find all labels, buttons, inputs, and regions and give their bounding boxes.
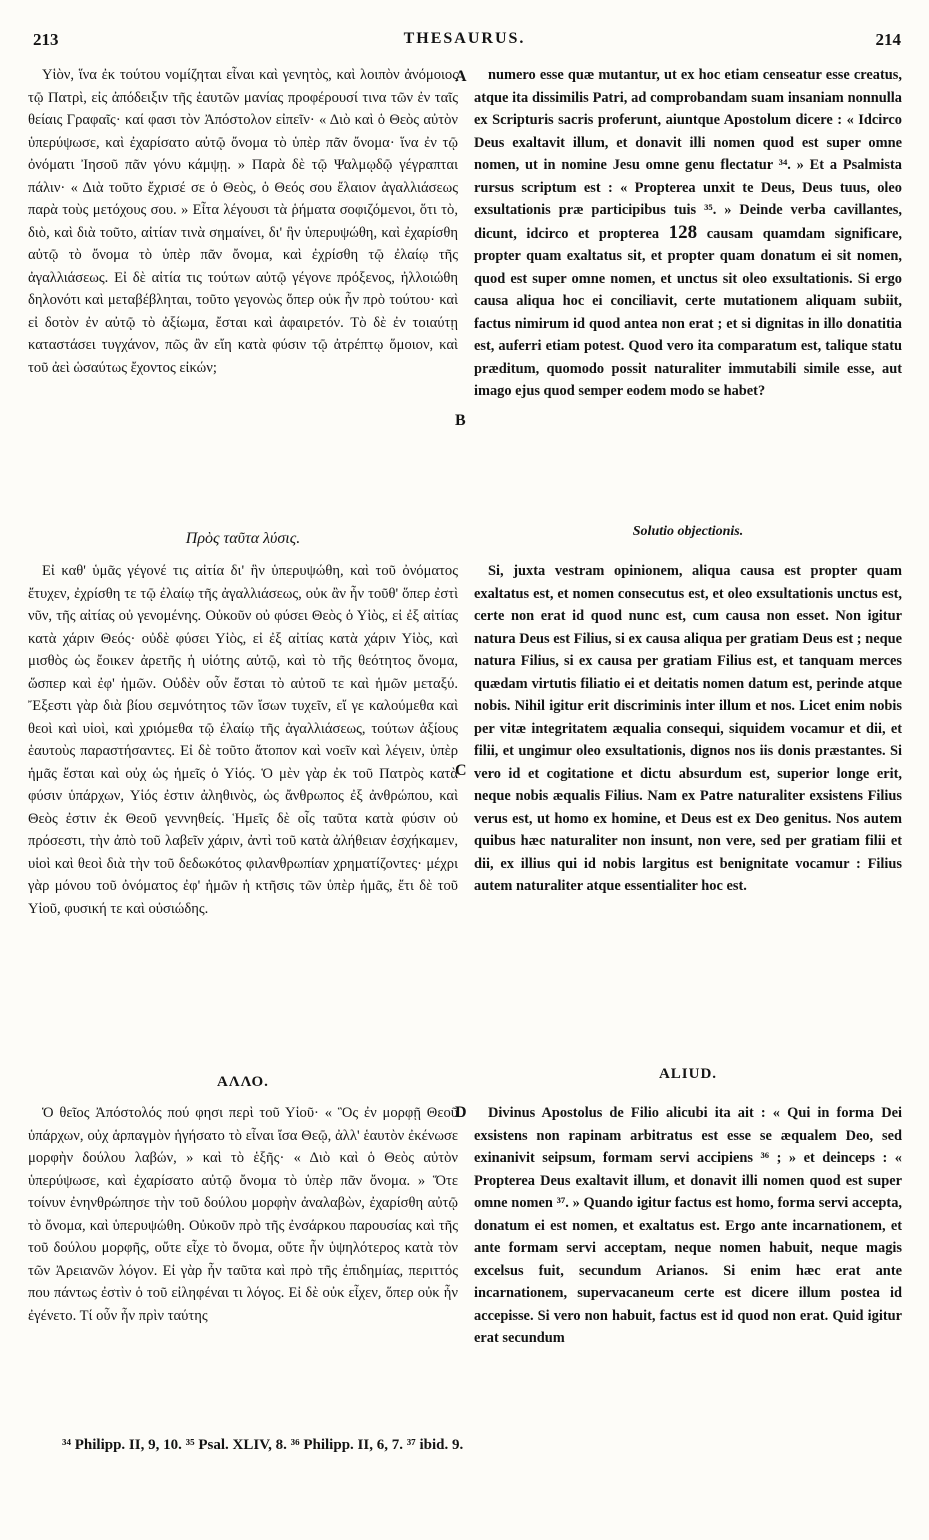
margin-marker-b: B (455, 412, 466, 429)
running-title: THESAURUS. (403, 30, 526, 47)
latin-aliud-text: Divinus Apostolus de Filio alicubi ita ait : « Qui in forma Dei exsistens non rapinam arbitratus est esse se æqualem Deo, sed exinanivit seipsum, formam servi accipiens ³⁶ ; » et deinceps : « Propterea Deus exaltavit illum, et donavit illi nomen quod est super omne nomen ³⁷. » Quando igitur factus est homo, forma servi accepta, donatum ei est nomen, et exaltatus est. Ergo ante incarnationem, et ante formam servi acceptam, neque nomen habuit, neque magis excelsus fuit, secundum Arianos. Si enim hæc erat ante incarnationem, supervacaneum certe est dicere illum postea id accepisse. Si vero non habuit, factus est id quod non erat. Quid igitur erat secundum (474, 1105, 902, 1346)
latin-objection-text: numero esse quæ mutantur, ut ex hoc etiam censeatur esse creatus, atque ita dissimilis Patri, ad comprobandam suam insaniam nonnulla ex Scripturis sacris proferunt, aiuntque Apostolum dicere : « Idcirco Deus exaltavit illum, et donavit illi nomen quod est super omne nomen, ut in nomine Jesu omne genu flectatur ³⁴. » Et a Psalmista rursus scriptum est : « Propterea unxit te Deus, Deus tuus, oleo exsultationis præ participibus tuis ³⁵. » Deinde verba cavillantes, dicunt, idcirco et propterea 128 causam quamdam significare, propter quam exaltatus sit, et propter quam donatum ei sit nomen, quod est super omne nomen, et unctus sit oleo exsultationis. Si ergo causa aliqua hoc ei conciliavit, certe mutationem aliquam subiit, factus nimirum id quod antea non erat ; et si dignitas in illo donatitia est, auferri etiam potest. Quod vero ita comparatum est, talique statu præditum, quomodo possit naturaliter immutabili simile esse, aut imago ejus quod semper eodem modo se habet? (474, 67, 902, 399)
greek-solution-text: Εἰ καθ' ὑμᾶς γέγονέ τις αἰτία δι' ἣν ὑπερυψώθη, καὶ τοῦ ὀνόματος ἔτυχεν, ἐχρίσθη τε τῷ ἐλαίῳ τῆς ἀγαλλιάσεως, οὐκ ἂν ἦν τοῦθ' ὅπερ ἐστὶ νῦν, τῆς αἰτίας οὐ γενομένης. Οὐκοῦν οὐ φύσει Θεὸς ὁ Υἱὸς, εἰ ἐξ αἰτίας κατὰ χάριν Θεός· οὐδὲ φύσει Υἱὸς, εἰ ἐξ αἰτίας κατὰ χάριν Υἱὸς, καὶ μισθὸς ὡς ἔοικεν ἀρετῆς ἡ υἱότης αὐτῷ, καὶ τὸ τῆς θεότητος ὄνομα, ὥσπερ καὶ ἐφ' ἡμῶν. Οὐδὲν οὖν ἔσται τὸ αὐτοῦ τε καὶ ἡμῶν μεταξύ. Ἔξεστι γὰρ διὰ βίου σεμνότητος τῶν ἴσων τυχεῖν, εἴ γε καλούμεθα καὶ θεοὶ καὶ υἱοὶ, καὶ χριόμεθα τῷ ἐλαίῳ τῆς ἀγαλλιάσεως, τούτων ἀξίους ἑαυτοὺς παραστήσαντες. Εἰ δὲ τοῦτο ἄτοπον καὶ νοεῖν καὶ λέγειν, ὑπὲρ ἡμᾶς ἔσται καὶ οὐχ ὡς ἡμεῖς ὁ Υἱός. Ὁ μὲν γὰρ ἐκ τοῦ Πατρὸς κατὰ φύσιν ὑπάρχων, Υἱός ἐστιν ἀληθινὸς, ὡς ἄνθρωπος ἐξ ἀνθρώπου, καὶ Θεὸς ἐστιν ἐκ Θεοῦ γεννηθείς. Ἡμεῖς δὲ οἷς ταῦτα κατὰ φύσιν οὐ πρόσεστι, τὴν ἀπὸ τοῦ λαβεῖν χάριν, ἀντὶ τοῦ κατὰ ἀλήθειαν ἐσχήκαμεν, υἱοὶ καὶ θεοὶ διὰ τὴν τοῦ δεδωκότος φιλανθρωπίαν χρηματίζοντες· μέχρι γὰρ μόνου τοῦ ὀνόματος ἐφ' ἡμῶν ἡ κτῆσις τῶν ὑπὲρ ἡμᾶς, ἔτι δὲ τοῦ Υἱοῦ, φυσική τε καὶ οὐσιώδης. (28, 563, 458, 917)
greek-allo-text: Ὁ θεῖος Ἀπόστολός πού φησι περὶ τοῦ Υἱοῦ· « Ὃς ἐν μορφῇ Θεοῦ ὑπάρχων, οὐχ ἁρπαγμὸν ἡγήσατο τὸ εἶναι ἴσα Θεῷ, ἀλλ' ἑαυτὸν ἐκένωσε μορφὴν δούλου λαβών, » καὶ τὸ ἑξῆς· « Διὸ καὶ ὁ Θεὸς αὐτὸν ὑπερύψωσε, καὶ ἐχαρίσατο αὐτῷ ὄνομα τὸ ὑπὲρ πᾶν ὄνομα. » Ὅτε τοίνυν ἐνηνθρώπησε τὴν τοῦ δούλου μορφὴν ἀναλαβὼν, ἐχαρίσθη αὐτῷ τὸ ὄνομα, καὶ ὑπερυψώθη. Οὐκοῦν πρὸ τῆς ἐνσάρκου παρουσίας καὶ τῆς τοῦ δούλου μορφῆς, οὔτε εἶχε τὸ ὄνομα, οὔτε ἦν ὑψηλότερος κατὰ τὸν τῶν Ἀρειανῶν λόγον. Εἰ γὰρ ἦν ταῦτα καὶ πρὸ τῆς ἐπιδημίας, περιττός που πάντως ἐστὶν ὁ τοῦ εἰληφέναι τι λόγος. Εἰ δὲ οὐκ εἶχεν, ὅπερ οὐκ ἦν ἐγένετο. Τί οὖν ἦν πρὶν ταύτης (28, 1105, 458, 1324)
margin-marker-a: A (455, 68, 467, 85)
margin-marker-d: D (455, 1104, 467, 1121)
column-number: 128 (668, 221, 698, 243)
greek-heading-allo: ΑΛΛΟ. (217, 1074, 269, 1090)
page-number-right: 214 (875, 30, 901, 49)
footnotes: ³⁴ Philipp. II, 9, 10. ³⁵ Psal. XLIV, 8. ³⁶ Philipp. II, 6, 7. ³⁷ ibid. 9. (62, 1437, 464, 1453)
margin-marker-c: C (455, 762, 467, 779)
latin-solution-text: Si, juxta vestram opinionem, aliqua causa est propter quam exaltatus est, et nomen consecutus est, et oleo exsultationis unctus est, certe non erat id quod nunc est, cum causa non esset. Non igitur natura Deus est Filius, si ex causa aliqua per gratiam Deus est ; neque natura Filius, si ex causa per gratiam Filius est, et tanquam merces quædam virtutis filiatio ei et deitatis nomen datum est, perinde atque nobis. Nihil igitur erit discriminis inter illum et nos. Licet enim nobis per vitæ integritatem æqualia consequi, siquidem vocamur et dii, et filii, et ungimur oleo exsultationis, dignos nos iis donis præstantes. Si vero id et cogitatione et dictu absurdum est, superior longe erit, neque nobis æqualis Filius. Nam ex Patre naturaliter exsistens Filius verus est, ut homo ex homine, et Deus est ex Deo genitus. Nos autem quibus hæc naturaliter non insunt, non vere, sed per gratiam filii et dii, ex illius qui id nobis largitus est benignitate vocamur : Filius autem naturaliter atque essentialiter hoc est. (474, 563, 902, 894)
greek-objection-text: Υἱὸν, ἵνα ἐκ τούτου νομίζηται εἶναι καὶ γενητὸς, καὶ λοιπὸν ἀνόμοιος τῷ Πατρὶ, εἰς ἀπόδειξιν τῆς ἑαυτῶν μανίας προφέρουσί τινα τῶν ἐν ταῖς θείαις Γραφαῖς· καί φασι τὸν Ἀπόστολον εἰπεῖν· « Διὸ καὶ ὁ Θεὸς αὐτὸν ὑπερύψωσε, καὶ ἐχαρίσατο αὐτῷ ὄνομα τὸ ὑπὲρ πᾶν ὄνομα· ἵνα ἐν τῷ ὀνόματι Ἰησοῦ πᾶν γόνυ κάμψῃ. » Παρὰ δὲ τῷ Ψαλμῳδῷ γέγραπται πάλιν· « Διὰ τοῦτο ἔχρισέ σε ὁ Θεὸς, ὁ Θεός σου ἔλαιον ἀγαλλιάσεως παρὰ τοὺς μετόχους σου. » Εἶτα λέγουσι τὰ ῥήματα σοφιζόμενοι, ὅτι τὸ, διὸ, καὶ διὰ τοῦτο, αἰτίαν τινὰ σημαίνει, δι' ἣν ὑπερυψώθη, καὶ ἐχαρίσθη αὐτῷ τὸ ὄνομα τὸ ὑπὲρ πᾶν ὄνομα, καὶ ἐχρίσθη τῷ ἐλαίῳ τῆς ἀγαλλιάσεως. Εἰ δὲ αἰτία τις τούτων αὐτῷ γέγονε πρόξενος, ἠλλοιώθη δηλονότι καὶ μεταβέβληται, τοῦτο γεγονὼς ὅπερ οὐκ ἦν πρὸ τούτου· καὶ εἰ δοτὸν ἐν αὐτῷ τὸ ἀξίωμα, ἔσται καὶ ἀφαιρετόν. Τὸ δὲ ἐν τοιαύτῃ καταστάσει τυγχάνον, πῶς ἂν εἴη κατὰ φύσιν τῷ ἀτρέπτῳ ὅμοιον, καὶ τοῦ ἀεὶ ὡσαύτως ἔχοντος εἰκών; (28, 67, 458, 376)
latin-heading-solution: Solutio objectionis. (632, 524, 744, 539)
greek-heading-solution: Πρὸς ταῦτα λύσις. (185, 530, 301, 547)
latin-heading-aliud: ALIUD. (658, 1066, 718, 1082)
page-number-left: 213 (33, 30, 59, 49)
